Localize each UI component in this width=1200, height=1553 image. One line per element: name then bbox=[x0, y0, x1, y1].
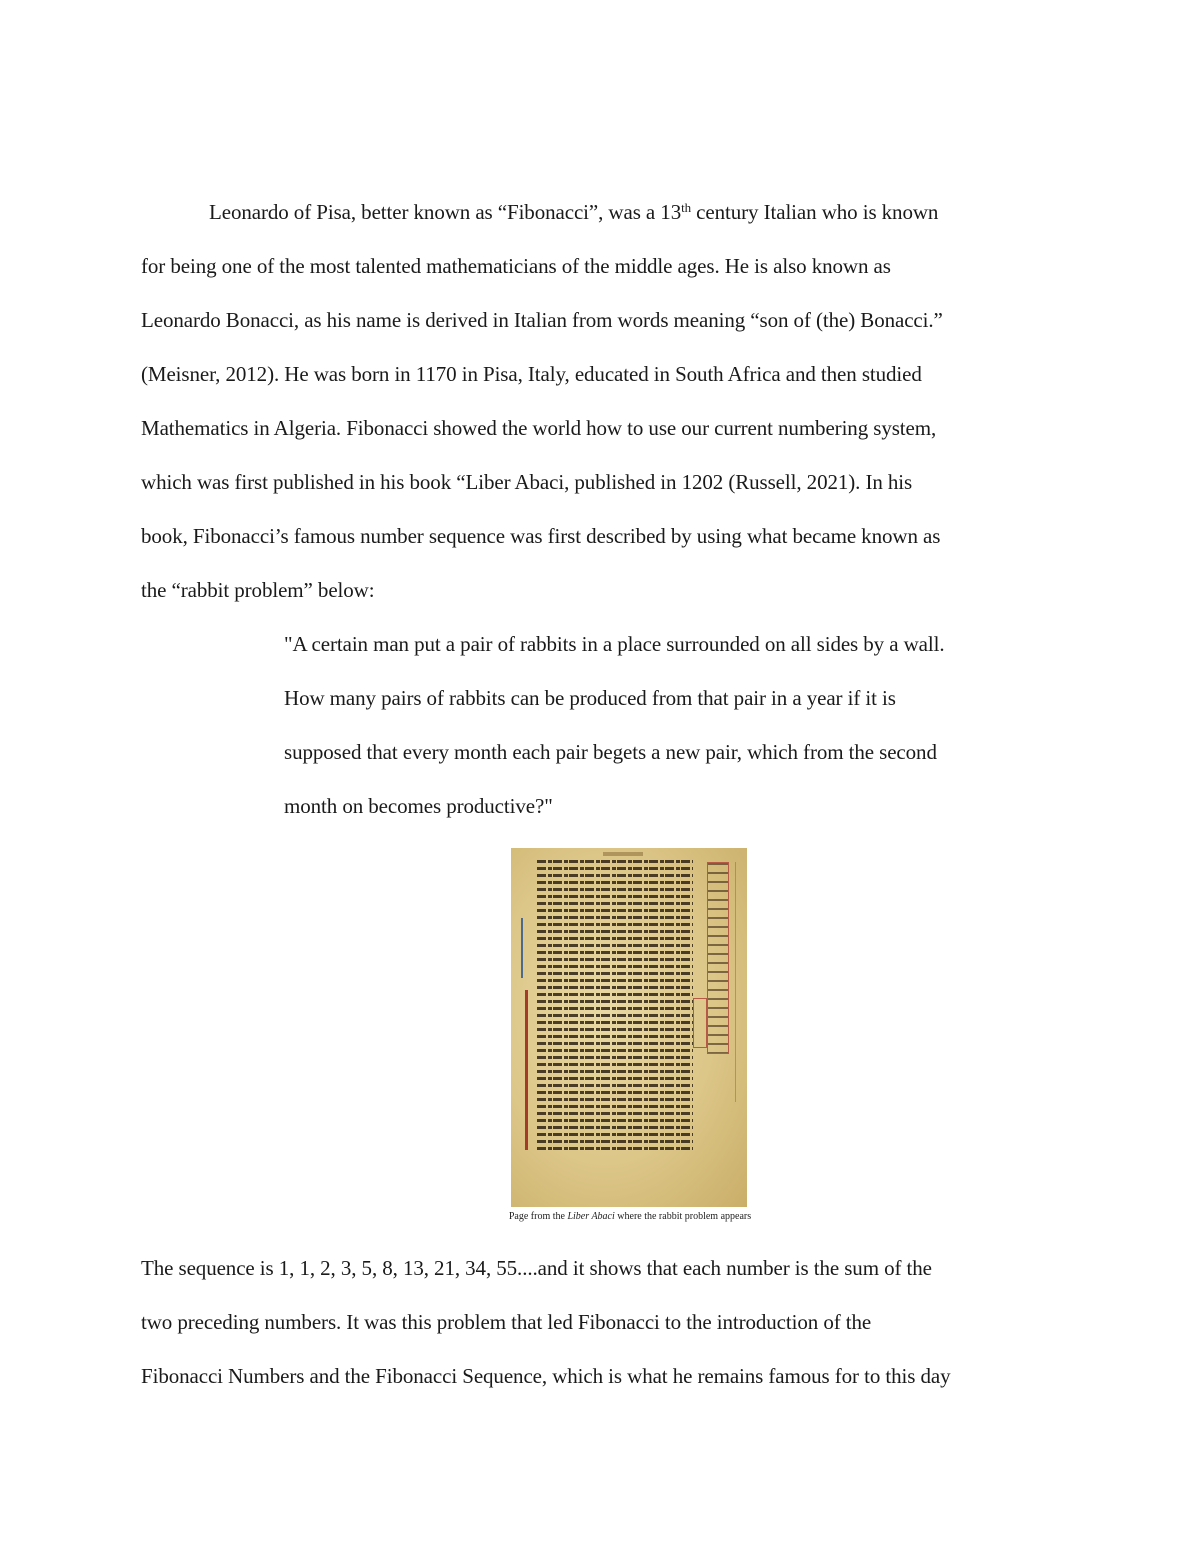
paragraph-2-line-3: Fibonacci Numbers and the Fibonacci Sequence, which is what he remains famous for to this day bbox=[141, 1364, 951, 1388]
paragraph-2-line-2: two preceding numbers. It was this problem that led Fibonacci to the introduction of the bbox=[141, 1310, 872, 1334]
manuscript-ruling-line bbox=[735, 862, 736, 1102]
figure-caption-text: Page from the bbox=[508, 1211, 568, 1222]
manuscript-margin-ornament-red bbox=[525, 990, 528, 1150]
block-quote-line-4: month on becomes productive?" bbox=[284, 794, 553, 818]
figure-caption-title: Liber Abaci bbox=[567, 1211, 615, 1222]
paragraph-1-line-1-tail: century Italian who is known bbox=[691, 200, 939, 224]
liber-abaci-manuscript-image bbox=[511, 848, 747, 1207]
block-quote-line-3: supposed that every month each pair begets a new pair, which from the second bbox=[284, 740, 937, 764]
paragraph-1-line-5: Mathematics in Algeria. Fibonacci showed the world how to use our current numbering system, bbox=[141, 416, 937, 440]
paragraph-1-line-3: Leonardo Bonacci, as his name is derived in Italian from words meaning “son of (the) Bonacci.” bbox=[141, 308, 943, 332]
manuscript-margin-box bbox=[693, 998, 707, 1048]
paragraph-1-line-7: book, Fibonacci’s famous number sequence was first described by using what became known as bbox=[141, 524, 941, 548]
figure-caption-tail: where the rabbit problem appears bbox=[614, 1211, 752, 1222]
ordinal-superscript: th bbox=[681, 200, 692, 215]
paragraph-2-line-1: The sequence is 1, 1, 2, 3, 5, 8, 13, 21, 34, 55....and it shows that each number is the sum of the bbox=[141, 1256, 932, 1280]
paragraph-1-line-1-text: Leonardo of Pisa, better known as “Fibonacci”, was a 13 bbox=[209, 200, 682, 224]
paragraph-1-line-1 bbox=[209, 200, 938, 224]
manuscript-margin-ornament-blue bbox=[521, 918, 523, 978]
block-quote-line-2: How many pairs of rabbits can be produced from that pair in a year if it is bbox=[284, 686, 896, 710]
paragraph-1-line-6: which was first published in his book “Liber Abaci, published in 1202 (Russell, 2021). In his bbox=[141, 470, 913, 494]
manuscript-header-mark bbox=[603, 852, 643, 856]
paragraph-1-line-8: the “rabbit problem” below: bbox=[141, 578, 375, 602]
manuscript-text-block bbox=[537, 860, 693, 1152]
paragraph-1-line-2: for being one of the most talented mathematicians of the middle ages. He is also known as bbox=[141, 254, 891, 278]
paragraph-1-line-4: (Meisner, 2012). He was born in 1170 in Pisa, Italy, educated in South Africa and then studied bbox=[141, 362, 922, 386]
manuscript-margin-table bbox=[707, 862, 729, 1054]
block-quote-line-1: "A certain man put a pair of rabbits in a place surrounded on all sides by a wall. bbox=[284, 632, 945, 656]
figure-caption bbox=[480, 1211, 780, 1223]
